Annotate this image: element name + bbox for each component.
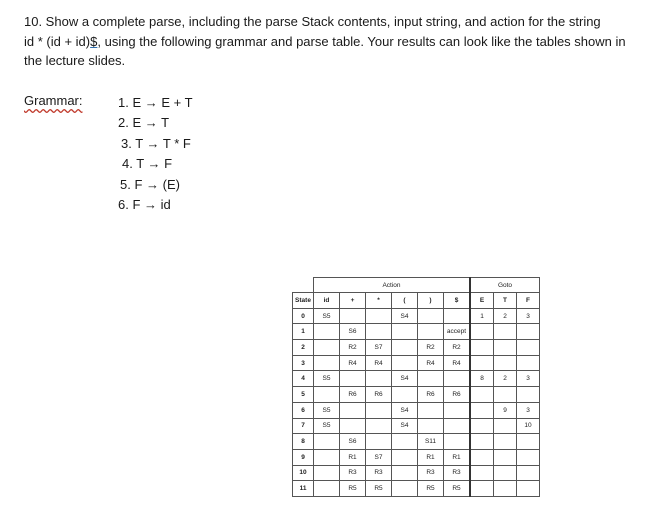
- grammar-rules: [118, 93, 193, 215]
- table-cell: R4: [340, 355, 366, 371]
- column-header: ): [418, 293, 444, 309]
- table-cell: 3: [517, 308, 540, 324]
- table-cell: [314, 434, 340, 450]
- table-header-row: [293, 293, 540, 309]
- table-cell: S4: [392, 308, 418, 324]
- table-cell: S6: [340, 434, 366, 450]
- table-cell: [444, 402, 471, 418]
- table-cell: [517, 481, 540, 497]
- grammar-label: Grammar:: [24, 93, 83, 108]
- table-cell: S5: [314, 371, 340, 387]
- table-cell: [517, 434, 540, 450]
- table-cell: [470, 465, 494, 481]
- table-row: [293, 434, 540, 450]
- table-cell: [392, 324, 418, 340]
- table-cell: R4: [418, 355, 444, 371]
- table-cell: [517, 355, 540, 371]
- table-cell: 2: [494, 371, 517, 387]
- table-cell: [314, 355, 340, 371]
- table-cell: [470, 434, 494, 450]
- table-cell: [470, 449, 494, 465]
- table-cell: R1: [418, 449, 444, 465]
- table-cell: R2: [444, 340, 471, 356]
- table-cell: [392, 340, 418, 356]
- table-cell: [392, 434, 418, 450]
- column-header: (: [392, 293, 418, 309]
- column-header: F: [517, 293, 540, 309]
- table-row: [293, 449, 540, 465]
- table-cell: 3: [517, 371, 540, 387]
- table-cell: 3: [517, 402, 540, 418]
- table-cell: S11: [418, 434, 444, 450]
- action-group-label: Action: [314, 278, 471, 293]
- table-cell: [392, 465, 418, 481]
- table-row: [293, 340, 540, 356]
- state-cell: 0: [293, 308, 314, 324]
- column-header: State: [293, 293, 314, 309]
- table-cell: [314, 449, 340, 465]
- table-cell: [470, 402, 494, 418]
- table-cell: [392, 387, 418, 403]
- table-cell: R3: [444, 465, 471, 481]
- table-cell: R3: [366, 465, 392, 481]
- column-header: id: [314, 293, 340, 309]
- table-cell: S4: [392, 418, 418, 434]
- table-cell: [340, 418, 366, 434]
- table-cell: [444, 434, 471, 450]
- table-cell: [366, 371, 392, 387]
- table-cell: [444, 371, 471, 387]
- table-cell: R2: [340, 340, 366, 356]
- grammar-rule: 5. F → (E): [120, 176, 180, 192]
- table-cell: [494, 481, 517, 497]
- table-cell: [470, 481, 494, 497]
- table-cell: R3: [418, 465, 444, 481]
- table-cell: [470, 418, 494, 434]
- table-cell: S4: [392, 402, 418, 418]
- table-row: [293, 418, 540, 434]
- table-cell: [314, 465, 340, 481]
- table-cell: [366, 418, 392, 434]
- state-cell: 2: [293, 340, 314, 356]
- table-cell: [494, 418, 517, 434]
- grammar-rule: 4. T → F: [122, 156, 173, 172]
- state-cell: 10: [293, 465, 314, 481]
- table-row: [293, 402, 540, 418]
- table-cell: 10: [517, 418, 540, 434]
- table-cell: [366, 308, 392, 324]
- parse-table: [292, 277, 540, 497]
- table-row: [293, 308, 540, 324]
- table-cell: [494, 340, 517, 356]
- table-cell: [517, 387, 540, 403]
- question-line-1: 10. Show a complete parse, including the parse Stack contents, input string, and action for the string: [24, 14, 601, 29]
- table-cell: [494, 324, 517, 340]
- goto-group-label: Goto: [470, 278, 540, 293]
- column-header: *: [366, 293, 392, 309]
- grammar-rule: 1. E → E + T: [118, 95, 193, 110]
- table-cell: [470, 324, 494, 340]
- table-cell: S5: [314, 308, 340, 324]
- table-cell: [340, 402, 366, 418]
- table-cell: S5: [314, 402, 340, 418]
- table-row: [293, 465, 540, 481]
- table-cell: [494, 355, 517, 371]
- table-cell: [314, 387, 340, 403]
- table-cell: R6: [366, 387, 392, 403]
- table-cell: [470, 387, 494, 403]
- table-cell: [392, 449, 418, 465]
- table-cell: [314, 324, 340, 340]
- grammar-rule: 2. E → T: [118, 115, 170, 131]
- table-cell: S4: [392, 371, 418, 387]
- table-cell: R6: [340, 387, 366, 403]
- table-cell: [494, 387, 517, 403]
- table-cell: [366, 434, 392, 450]
- table-cell: R1: [444, 449, 471, 465]
- table-cell: [418, 324, 444, 340]
- column-header: E: [470, 293, 494, 309]
- table-cell: [494, 449, 517, 465]
- end-marker: $: [90, 33, 98, 49]
- table-row: [293, 324, 540, 340]
- question-line-2-rest: , using the following grammar and parse table. Your results can look like the tables shown in: [97, 33, 626, 49]
- table-cell: [470, 340, 494, 356]
- table-cell: R5: [366, 481, 392, 497]
- table-cell: [392, 355, 418, 371]
- table-cell: S7: [366, 449, 392, 465]
- table-cell: R4: [366, 355, 392, 371]
- table-cell: [517, 449, 540, 465]
- table-cell: [418, 371, 444, 387]
- state-cell: 6: [293, 402, 314, 418]
- table-cell: 9: [494, 402, 517, 418]
- table-cell: [392, 481, 418, 497]
- table-cell: accept: [444, 324, 471, 340]
- table-cell: [494, 434, 517, 450]
- input-string: id * (id + id): [24, 33, 91, 49]
- state-cell: 11: [293, 481, 314, 497]
- table-cell: [314, 340, 340, 356]
- table-cell: [470, 355, 494, 371]
- state-cell: 1: [293, 324, 314, 340]
- table-row: [293, 355, 540, 371]
- table-cell: 2: [494, 308, 517, 324]
- grammar-rule: 3. T → T * F: [121, 135, 191, 151]
- table-cell: [340, 308, 366, 324]
- table-cell: R3: [340, 465, 366, 481]
- table-cell: [418, 308, 444, 324]
- table-cell: [517, 340, 540, 356]
- table-cell: S6: [340, 324, 366, 340]
- table-cell: R5: [444, 481, 471, 497]
- question-text: [24, 12, 654, 71]
- state-cell: 9: [293, 449, 314, 465]
- table-cell: [517, 324, 540, 340]
- table-cell: R6: [418, 387, 444, 403]
- table-cell: [444, 418, 471, 434]
- table-cell: [418, 402, 444, 418]
- table-cell: [494, 465, 517, 481]
- table-cell: R6: [444, 387, 471, 403]
- column-header: T: [494, 293, 517, 309]
- state-cell: 8: [293, 434, 314, 450]
- state-cell: 5: [293, 387, 314, 403]
- table-cell: R2: [418, 340, 444, 356]
- state-cell: 7: [293, 418, 314, 434]
- column-header: +: [340, 293, 366, 309]
- table-cell: [366, 324, 392, 340]
- table-row: [293, 387, 540, 403]
- table-cell: [517, 465, 540, 481]
- table-cell: 8: [470, 371, 494, 387]
- table-cell: R4: [444, 355, 471, 371]
- question-line-2: [24, 32, 654, 52]
- table-row: [293, 481, 540, 497]
- table-cell: S7: [366, 340, 392, 356]
- state-cell: 4: [293, 371, 314, 387]
- state-cell: 3: [293, 355, 314, 371]
- column-header: $: [444, 293, 471, 309]
- table-cell: R5: [418, 481, 444, 497]
- table-group-header: [293, 278, 540, 293]
- question-line-3: the lecture slides.: [24, 53, 126, 68]
- table-cell: R5: [340, 481, 366, 497]
- table-row: [293, 371, 540, 387]
- table-cell: [314, 481, 340, 497]
- table-cell: [418, 418, 444, 434]
- table-cell: [340, 371, 366, 387]
- grammar-rule: 6. F → id: [118, 197, 171, 213]
- table-cell: S5: [314, 418, 340, 434]
- table-cell: [444, 308, 471, 324]
- table-cell: R1: [340, 449, 366, 465]
- table-cell: [366, 402, 392, 418]
- table-cell: 1: [470, 308, 494, 324]
